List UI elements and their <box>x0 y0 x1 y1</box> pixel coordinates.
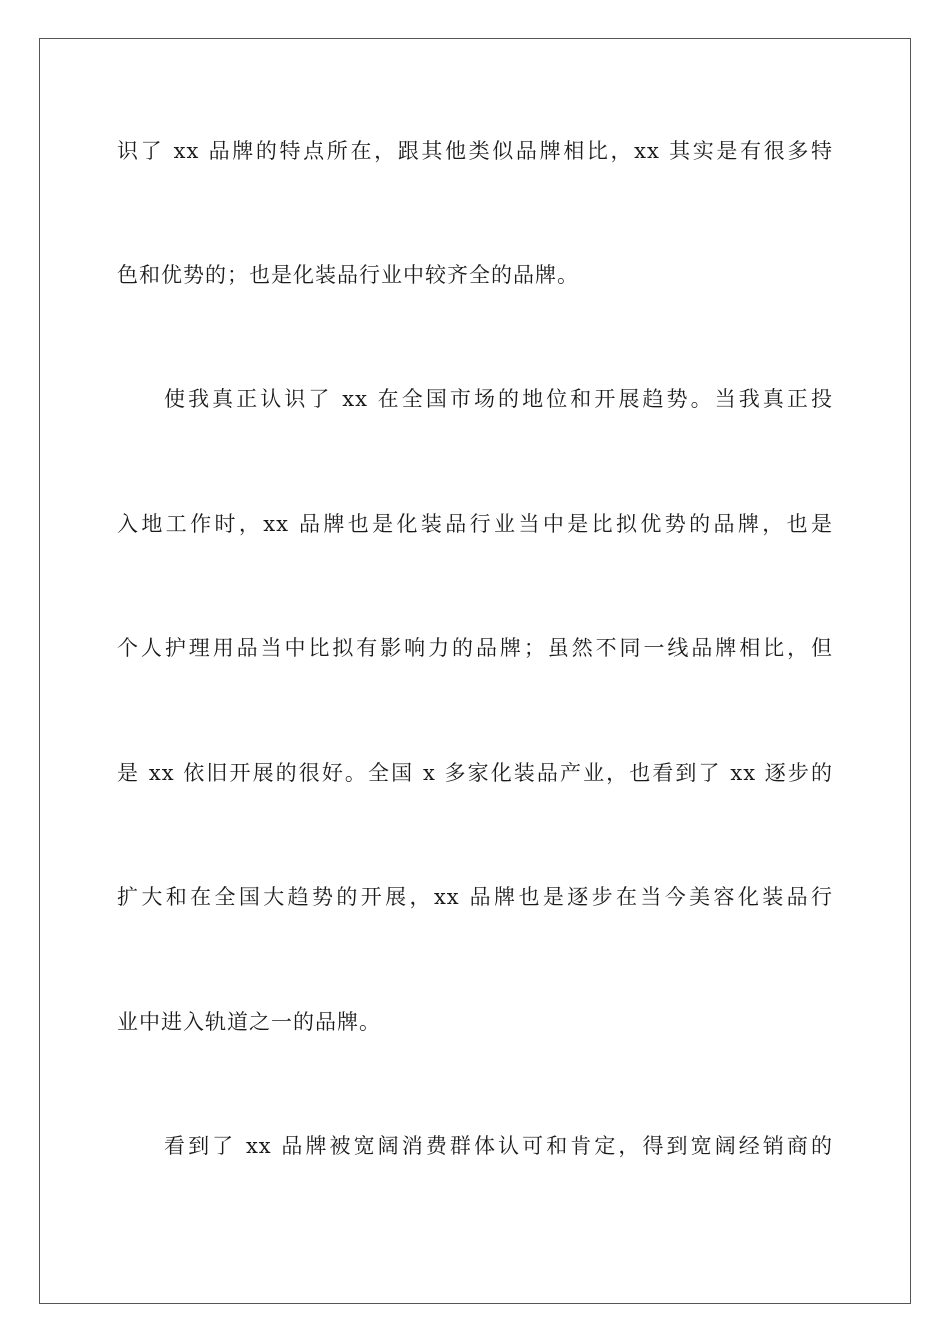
paragraph-2-line-3: 个人护理用品当中比拟有影响力的品牌；虽然不同一线品牌相比，但 <box>117 636 833 660</box>
paragraph-2-line-4: 是 xx 依旧开展的很好。全国 x 多家化装品产业，也看到了 xx 逐步的 <box>117 761 833 785</box>
paragraph-2-line-6: 业中进入轨道之一的品牌。 <box>117 1010 381 1034</box>
paragraph-2-line-1: 使我真正认识了 xx 在全国市场的地位和开展趋势。当我真正投 <box>164 387 833 411</box>
paragraph-2-line-2: 入地工作时，xx 品牌也是化装品行业当中是比拟优势的品牌，也是 <box>117 512 833 536</box>
paragraph-3-line-1: 看到了 xx 品牌被宽阔消费群体认可和肯定，得到宽阔经销商的 <box>164 1134 833 1158</box>
page-border <box>39 38 911 1304</box>
paragraph-2-line-5: 扩大和在全国大趋势的开展，xx 品牌也是逐步在当今美容化装品行 <box>117 885 833 909</box>
paragraph-1-line-2: 色和优势的；也是化装品行业中较齐全的品牌。 <box>117 263 579 287</box>
paragraph-1-line-1: 识了 xx 品牌的特点所在，跟其他类似品牌相比，xx 其实是有很多特 <box>117 139 833 163</box>
